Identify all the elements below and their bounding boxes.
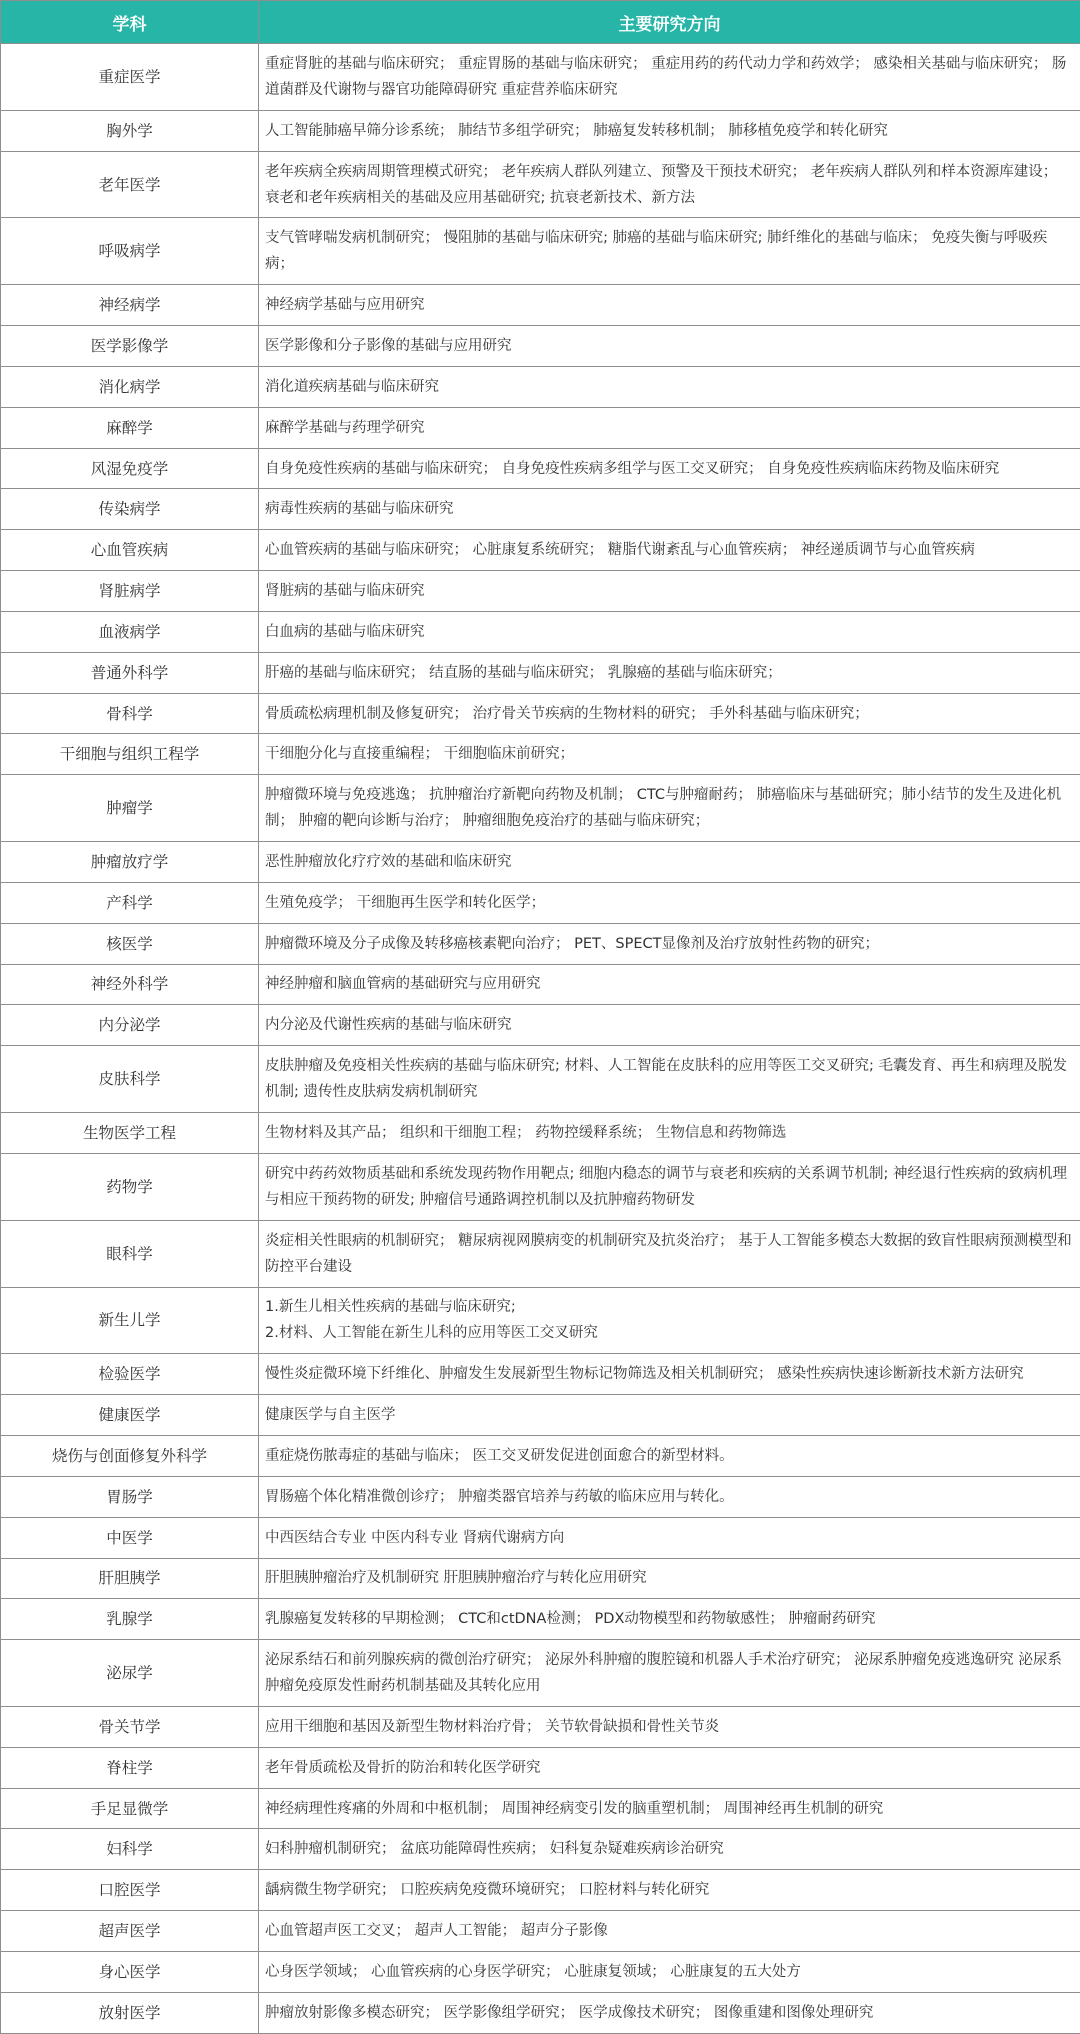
table-row xyxy=(1,530,1080,571)
table-row xyxy=(1,734,1080,775)
table-row xyxy=(1,923,1080,964)
subject-cell: 乳腺学 xyxy=(1,1599,259,1640)
subject-cell: 骨科学 xyxy=(1,693,259,734)
direction-line: 1.新生儿相关性疾病的基础与临床研究; xyxy=(265,1299,516,1316)
direction-line: 肿瘤放射影像多模态研究； 医学影像组学研究； 医学成像技术研究； 图像重建和图像处理研究 xyxy=(265,2004,874,2021)
direction-cell xyxy=(259,326,1080,367)
table-row xyxy=(1,693,1080,734)
table-row xyxy=(1,611,1080,652)
direction-line: 支气管哮喘发病机制研究； 慢阻肺的基础与临床研究; 肺癌的基础与临床研究; 肺纤维化的基础与临床； 免疫失衡与呼吸疾病； xyxy=(265,230,1048,273)
direction-cell xyxy=(259,842,1080,883)
direction-line: 泌尿系结石和前列腺疾病的微创治疗研究； 泌尿外科肿瘤的腹腔镜和机器人手术治疗研究； 泌尿系肿瘤免疫逃逸研究 泌尿系肿瘤免疫原发性耐药机制基础及其转化应用 xyxy=(265,1652,1062,1695)
direction-line: 消化道疾病基础与临床研究 xyxy=(265,378,439,395)
direction-line: 神经病理性疼痛的外周和中枢机制； 周围神经病变引发的脑重塑机制； 周围神经再生机制的研究 xyxy=(265,1800,884,1817)
direction-line: 心身医学领域； 心血管疾病的心身医学研究； 心脏康复领域； 心脏康复的五大处方 xyxy=(265,1963,801,1980)
table-header-row xyxy=(1,1,1080,44)
table-row xyxy=(1,407,1080,448)
direction-cell xyxy=(259,1558,1080,1599)
direction-cell xyxy=(259,448,1080,489)
direction-cell xyxy=(259,407,1080,448)
direction-line: 慢性炎症微环境下纤维化、肿瘤发生发展新型生物标记物筛选及相关机制研究； 感染性疾病快速诊断新技术新方法研究 xyxy=(265,1366,1024,1383)
direction-cell xyxy=(259,1354,1080,1395)
table-row xyxy=(1,366,1080,407)
table-row xyxy=(1,1951,1080,1992)
table-row xyxy=(1,1395,1080,1436)
direction-line: 老年疾病全疾病周期管理模式研究； 老年疾病人群队列建立、预警及干预技术研究； 老年疾病人群队列和样本资源库建设； 衰老和老年疾病相关的基础及应用基础研究; 抗衰老新技术、新方法 xyxy=(265,163,1058,206)
table-row xyxy=(1,652,1080,693)
subject-cell: 产科学 xyxy=(1,882,259,923)
subject-cell: 胸外学 xyxy=(1,110,259,151)
direction-line: 白血病的基础与临床研究 xyxy=(265,623,425,640)
direction-cell xyxy=(259,151,1080,218)
direction-cell xyxy=(259,964,1080,1005)
subject-cell: 口腔医学 xyxy=(1,1870,259,1911)
subject-cell: 神经外科学 xyxy=(1,964,259,1005)
direction-line: 肝癌的基础与临床研究； 结直肠的基础与临床研究； 乳腺癌的基础与临床研究； xyxy=(265,664,782,681)
table-row xyxy=(1,1436,1080,1477)
table-row xyxy=(1,1517,1080,1558)
table-row xyxy=(1,1287,1080,1354)
subject-cell: 消化病学 xyxy=(1,366,259,407)
subject-cell: 泌尿学 xyxy=(1,1640,259,1707)
table-row xyxy=(1,285,1080,326)
direction-line: 中西医结合专业 中医内科专业 肾病代谢病方向 xyxy=(265,1529,565,1546)
table-row xyxy=(1,842,1080,883)
direction-line: 肾脏病的基础与临床研究 xyxy=(265,583,425,600)
direction-line: 健康医学与自主医学 xyxy=(265,1407,396,1424)
direction-cell xyxy=(259,775,1080,842)
direction-line: 老年骨质疏松及骨折的防治和转化医学研究 xyxy=(265,1759,541,1776)
direction-cell xyxy=(259,1113,1080,1154)
direction-cell xyxy=(259,571,1080,612)
direction-cell xyxy=(259,1436,1080,1477)
subject-cell: 内分泌学 xyxy=(1,1005,259,1046)
direction-line: 骨质疏松病理机制及修复研究； 治疗骨关节疾病的生物材料的研究； 手外科基础与临床研究； xyxy=(265,705,869,722)
direction-cell xyxy=(259,734,1080,775)
table-row xyxy=(1,1005,1080,1046)
subject-cell: 超声医学 xyxy=(1,1911,259,1952)
direction-line: 神经肿瘤和脑血管病的基础研究与应用研究 xyxy=(265,976,541,993)
subject-cell: 呼吸病学 xyxy=(1,218,259,285)
direction-line: 病毒性疾病的基础与临床研究 xyxy=(265,501,454,518)
direction-cell xyxy=(259,366,1080,407)
table-row xyxy=(1,1476,1080,1517)
direction-line: 研究中药药效物质基础和系统发现药物作用靶点; 细胞内稳态的调节与衰老和疾病的关系调节机制; 神经退行性疾病的致病机理与相应干预药物的研发; 肿瘤信号通路调控机制以及抗肿瘤药物研发 xyxy=(265,1165,1067,1208)
table-row xyxy=(1,489,1080,530)
direction-line: 肝胆胰肿瘤治疗及机制研究 肝胆胰肿瘤治疗与转化应用研究 xyxy=(265,1570,647,1587)
direction-line: 胃肠癌个体化精准微创诊疗； 肿瘤类器官培养与药敏的临床应用与转化。 xyxy=(265,1488,734,1505)
table-row xyxy=(1,1220,1080,1287)
table-row xyxy=(1,1747,1080,1788)
direction-cell xyxy=(259,1153,1080,1220)
direction-line: 重症肾脏的基础与临床研究； 重症胃肠的基础与临床研究； 重症用药的药代动力学和药效学； 感染相关基础与临床研究； 肠道菌群及代谢物与器官功能障碍研究 重症营养临床研究 xyxy=(265,55,1067,98)
subject-cell: 肾脏病学 xyxy=(1,571,259,612)
direction-line: 乳腺癌复发转移的早期检测； CTC和ctDNA检测； PDX动物模型和药物敏感性； 肿瘤耐药研究 xyxy=(265,1611,876,1628)
subject-cell: 皮肤科学 xyxy=(1,1046,259,1113)
direction-line: 重症烧伤脓毒症的基础与临床； 医工交叉研发促进创面愈合的新型材料。 xyxy=(265,1447,734,1464)
table-row xyxy=(1,1911,1080,1952)
direction-line: 内分泌及代谢性疾病的基础与临床研究 xyxy=(265,1017,512,1034)
table-row xyxy=(1,448,1080,489)
subject-cell: 脊柱学 xyxy=(1,1747,259,1788)
direction-cell xyxy=(259,1476,1080,1517)
direction-cell xyxy=(259,882,1080,923)
direction-cell xyxy=(259,1395,1080,1436)
direction-cell xyxy=(259,1599,1080,1640)
direction-cell xyxy=(259,1911,1080,1952)
subject-cell: 血液病学 xyxy=(1,611,259,652)
subject-cell: 肿瘤学 xyxy=(1,775,259,842)
direction-line: 肿瘤微环境与免疫逃逸； 抗肿瘤治疗新靶向药物及机制； CTC与肿瘤耐药； 肺癌临床与基础研究；肺小结节的发生及进化机制； 肿瘤的靶向诊断与治疗； 肿瘤细胞免疫治疗的基础与临床研究； xyxy=(265,787,1062,830)
subject-cell: 干细胞与组织工程学 xyxy=(1,734,259,775)
direction-cell xyxy=(259,1747,1080,1788)
subject-cell: 心血管疾病 xyxy=(1,530,259,571)
direction-cell xyxy=(259,923,1080,964)
direction-cell xyxy=(259,1951,1080,1992)
subject-cell: 骨关节学 xyxy=(1,1706,259,1747)
subject-cell: 检验医学 xyxy=(1,1354,259,1395)
direction-line: 生殖免疫学； 干细胞再生医学和转化医学； xyxy=(265,894,546,911)
table-row xyxy=(1,1599,1080,1640)
direction-cell xyxy=(259,1870,1080,1911)
subject-cell: 肝胆胰学 xyxy=(1,1558,259,1599)
table-row xyxy=(1,1706,1080,1747)
subject-cell: 手足显微学 xyxy=(1,1788,259,1829)
direction-cell xyxy=(259,110,1080,151)
subject-cell: 烧伤与创面修复外科学 xyxy=(1,1436,259,1477)
subject-cell: 药物学 xyxy=(1,1153,259,1220)
direction-cell xyxy=(259,1788,1080,1829)
subject-cell: 身心医学 xyxy=(1,1951,259,1992)
table-row xyxy=(1,1153,1080,1220)
table-row xyxy=(1,1992,1080,2033)
subject-cell: 生物医学工程 xyxy=(1,1113,259,1154)
subject-cell: 核医学 xyxy=(1,923,259,964)
table-row xyxy=(1,1788,1080,1829)
table-row xyxy=(1,882,1080,923)
subject-cell: 眼科学 xyxy=(1,1220,259,1287)
subject-cell: 麻醉学 xyxy=(1,407,259,448)
direction-line: 恶性肿瘤放化疗疗效的基础和临床研究 xyxy=(265,853,512,870)
header-direction: 主要研究方向 xyxy=(259,1,1080,44)
direction-line: 生物材料及其产品； 组织和干细胞工程； 药物控缓释系统； 生物信息和药物筛选 xyxy=(265,1124,787,1141)
table-row xyxy=(1,1354,1080,1395)
table-row xyxy=(1,964,1080,1005)
table-row xyxy=(1,218,1080,285)
subject-cell: 神经病学 xyxy=(1,285,259,326)
direction-line: 麻醉学基础与药理学研究 xyxy=(265,419,425,436)
direction-line: 自身免疫性疾病的基础与临床研究； 自身免疫性疾病多组学与医工交叉研究； 自身免疫性疾病临床药物及临床研究 xyxy=(265,460,1000,477)
direction-cell xyxy=(259,1220,1080,1287)
direction-cell xyxy=(259,489,1080,530)
direction-line: 龋病微生物学研究； 口腔疾病免疫微环境研究； 口腔材料与转化研究 xyxy=(265,1882,710,1899)
table-row xyxy=(1,775,1080,842)
direction-cell xyxy=(259,693,1080,734)
direction-cell xyxy=(259,1992,1080,2033)
direction-cell xyxy=(259,218,1080,285)
table-row xyxy=(1,1558,1080,1599)
direction-line: 应用干细胞和基因及新型生物材料治疗骨； 关节软骨缺损和骨性关节炎 xyxy=(265,1718,720,1735)
direction-line: 心血管疾病的基础与临床研究； 心脏康复系统研究； 糖脂代谢紊乱与心血管疾病； 神经递质调节与心血管疾病 xyxy=(265,542,975,559)
direction-cell xyxy=(259,530,1080,571)
subject-cell: 肿瘤放疗学 xyxy=(1,842,259,883)
direction-cell xyxy=(259,285,1080,326)
table-row xyxy=(1,1113,1080,1154)
subject-cell: 新生儿学 xyxy=(1,1287,259,1354)
table-row xyxy=(1,1829,1080,1870)
table-row xyxy=(1,571,1080,612)
subject-cell: 健康医学 xyxy=(1,1395,259,1436)
direction-cell xyxy=(259,1287,1080,1354)
table-row xyxy=(1,1046,1080,1113)
direction-cell xyxy=(259,44,1080,111)
direction-line: 妇科肿瘤机制研究； 盆底功能障碍性疾病； 妇科复杂疑难疾病诊治研究 xyxy=(265,1841,724,1858)
table-row xyxy=(1,110,1080,151)
subject-cell: 老年医学 xyxy=(1,151,259,218)
direction-line: 2.材料、人工智能在新生儿科的应用等医工交叉研究 xyxy=(265,1325,598,1342)
table-row xyxy=(1,1640,1080,1707)
subject-cell: 中医学 xyxy=(1,1517,259,1558)
table-row xyxy=(1,326,1080,367)
subject-cell: 传染病学 xyxy=(1,489,259,530)
header-subject: 学科 xyxy=(1,1,259,44)
subject-cell: 普通外科学 xyxy=(1,652,259,693)
direction-cell xyxy=(259,1046,1080,1113)
direction-cell xyxy=(259,1829,1080,1870)
direction-line: 肿瘤微环境及分子成像及转移癌核素靶向治疗； PET、SPECT显像剂及治疗放射性药物的研究； xyxy=(265,935,879,952)
direction-line: 干细胞分化与直接重编程； 干细胞临床前研究； xyxy=(265,746,575,763)
subject-cell: 妇科学 xyxy=(1,1829,259,1870)
direction-cell xyxy=(259,1005,1080,1046)
subject-cell: 放射医学 xyxy=(1,1992,259,2033)
table-row xyxy=(1,1870,1080,1911)
direction-line: 皮肤肿瘤及免疫相关性疾病的基础与临床研究; 材料、人工智能在皮肤科的应用等医工交叉研究; 毛囊发育、再生和病理及脱发机制; 遗传性皮肤病发病机制研究 xyxy=(265,1058,1067,1101)
direction-line: 人工智能肺癌早筛分诊系统； 肺结节多组学研究； 肺癌复发转移机制； 肺移植免疫学和转化研究 xyxy=(265,122,888,139)
direction-line: 神经病学基础与应用研究 xyxy=(265,297,425,314)
direction-line: 心血管超声医工交叉； 超声人工智能； 超声分子影像 xyxy=(265,1923,608,1940)
direction-cell xyxy=(259,611,1080,652)
direction-cell xyxy=(259,652,1080,693)
subject-cell: 胃肠学 xyxy=(1,1476,259,1517)
direction-cell xyxy=(259,1706,1080,1747)
direction-cell xyxy=(259,1640,1080,1707)
subject-cell: 风湿免疫学 xyxy=(1,448,259,489)
direction-cell xyxy=(259,1517,1080,1558)
subject-cell: 重症医学 xyxy=(1,44,259,111)
subject-cell: 医学影像学 xyxy=(1,326,259,367)
direction-line: 医学影像和分子影像的基础与应用研究 xyxy=(265,338,512,355)
direction-line: 炎症相关性眼病的机制研究； 糖尿病视网膜病变的机制研究及抗炎治疗； 基于人工智能多模态大数据的致盲性眼病预测模型和防控平台建设 xyxy=(265,1232,1072,1275)
table-row xyxy=(1,151,1080,218)
table-row xyxy=(1,44,1080,111)
